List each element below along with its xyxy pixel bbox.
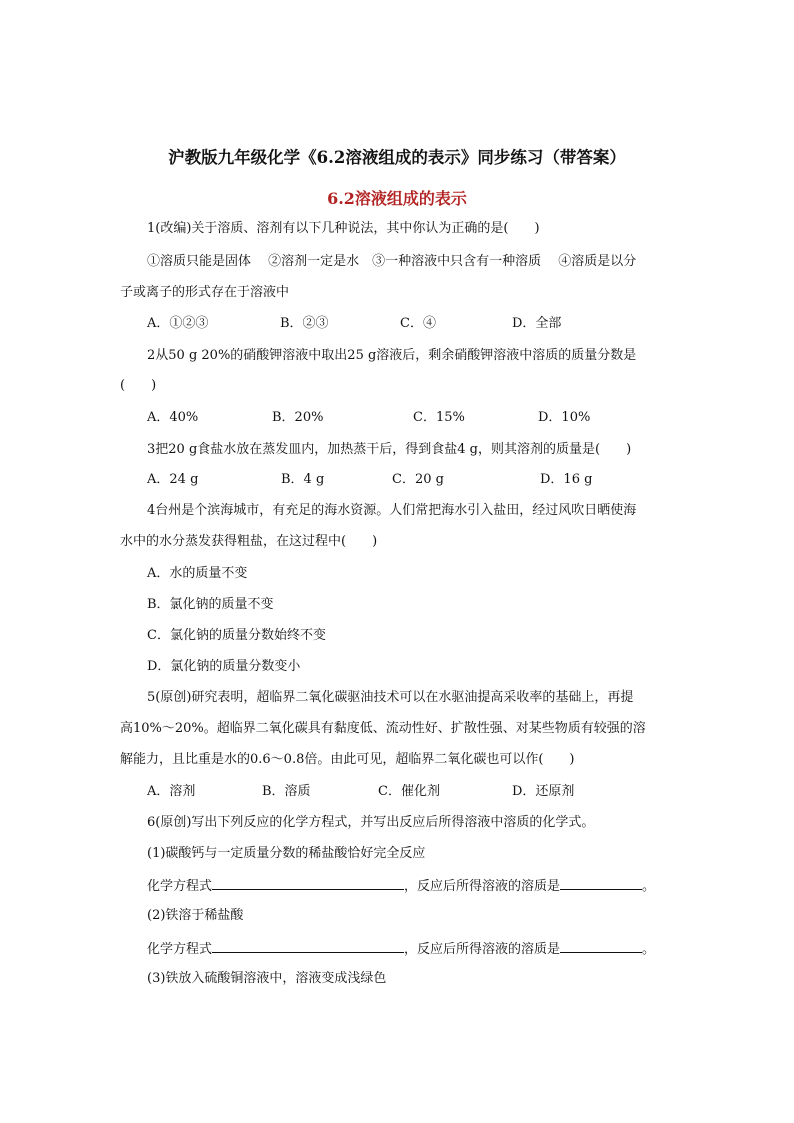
q2-option-c: C．15% [413, 410, 465, 425]
q2-option-d: D．10% [538, 410, 591, 425]
q5-stem-line3: 解能力，且比重是水的0.6～0.8倍。由此可见，超临界二氧化碳也可以作( ) [120, 752, 575, 767]
q3-option-b: B．4 g [281, 472, 325, 487]
q6-sub1: (1)碳酸钙与一定质量分数的稀盐酸恰好完全反应 [147, 846, 426, 861]
q4-option-b: B．氯化钠的质量不变 [147, 597, 274, 612]
q2-option-b: B．20% [272, 410, 324, 425]
q3-option-d: D．16 g [540, 472, 593, 487]
end-mark: 。 [642, 879, 656, 894]
q5-stem-line1: 5(原创)研究表明，超临界二氧化碳驱油技术可以在水驱油提高采收率的基础上，再提 [147, 690, 634, 705]
q4-option-d: D．氯化钠的质量分数变小 [147, 659, 301, 674]
equation-label: 化学方程式 [147, 879, 213, 894]
solute-label: ，反应后所得溶液的溶质是 [404, 942, 561, 957]
q2-option-a: A．40% [147, 410, 199, 425]
q1-statements-line2: 子或离子的形式存在于溶液中 [120, 285, 290, 300]
q5-option-a: A．溶剂 [147, 784, 196, 799]
equation-label: 化学方程式 [147, 942, 213, 957]
q3-option-a: A．24 g [147, 472, 199, 487]
q6-answer-row-2 [147, 940, 655, 958]
solute-blank[interactable] [560, 877, 642, 890]
document-title: 沪教版九年级化学《6.2溶液组成的表示》同步练习（带答案） [168, 148, 626, 167]
q3-option-c: C．20 g [392, 472, 444, 487]
q2-stem-line1: 2从50 g 20%的硝酸钾溶液中取出25 g溶液后，剩余硝酸钾溶液中溶质的质量分数是 [147, 348, 637, 363]
equation-blank[interactable] [212, 877, 404, 890]
solute-blank[interactable] [560, 940, 642, 953]
q2-stem-line2: ( ) [120, 378, 157, 393]
q6-sub3: (3)铁放入硫酸铜溶液中，溶液变成浅绿色 [147, 971, 387, 986]
q5-option-d: D．还原剂 [512, 784, 575, 799]
end-mark: 。 [642, 942, 656, 957]
q6-stem: 6(原创)写出下列反应的化学方程式，并写出反应后所得溶液中溶质的化学式。 [147, 815, 595, 830]
q1-option-b: B．②③ [280, 316, 329, 331]
q6-answer-row-1 [147, 877, 655, 895]
q1-statements-line1: ①溶质只能是固体 ②溶剂一定是水 ③一种溶液中只含有一种溶质 ④溶质是以分 [147, 254, 637, 269]
q4-option-c: C．氯化钠的质量分数始终不变 [147, 628, 326, 643]
q1-option-a: A．①②③ [147, 316, 209, 331]
section-title: 6.2溶液组成的表示 [327, 189, 467, 208]
solute-label: ，反应后所得溶液的溶质是 [404, 879, 561, 894]
q3-stem: 3把20 g食盐水放在蒸发皿内，加热蒸干后，得到食盐4 g，则其溶剂的质量是( ) [147, 442, 632, 457]
q4-stem-line1: 4台州是个滨海城市，有充足的海水资源。人们常把海水引入盐田，经过风吹日晒使海 [147, 503, 637, 518]
q4-option-a: A．水的质量不变 [147, 566, 248, 581]
q1-option-d: D．全部 [512, 316, 562, 331]
q5-option-c: C．催化剂 [378, 784, 440, 799]
q1-stem: 1(改编)关于溶质、溶剂有以下几种说法，其中你认为正确的是( ) [147, 221, 540, 236]
q5-stem-line2: 高10%～20%。超临界二氧化碳具有黏度低、流动性好、扩散性强、对某些物质有较强的溶 [120, 721, 646, 736]
equation-blank[interactable] [212, 940, 404, 953]
q5-option-b: B．溶质 [262, 784, 311, 799]
q6-sub2: (2)铁溶于稀盐酸 [147, 908, 244, 923]
q1-option-c: C．④ [400, 316, 436, 331]
q4-stem-line2: 水中的水分蒸发获得粗盐，在这过程中( ) [120, 534, 378, 549]
